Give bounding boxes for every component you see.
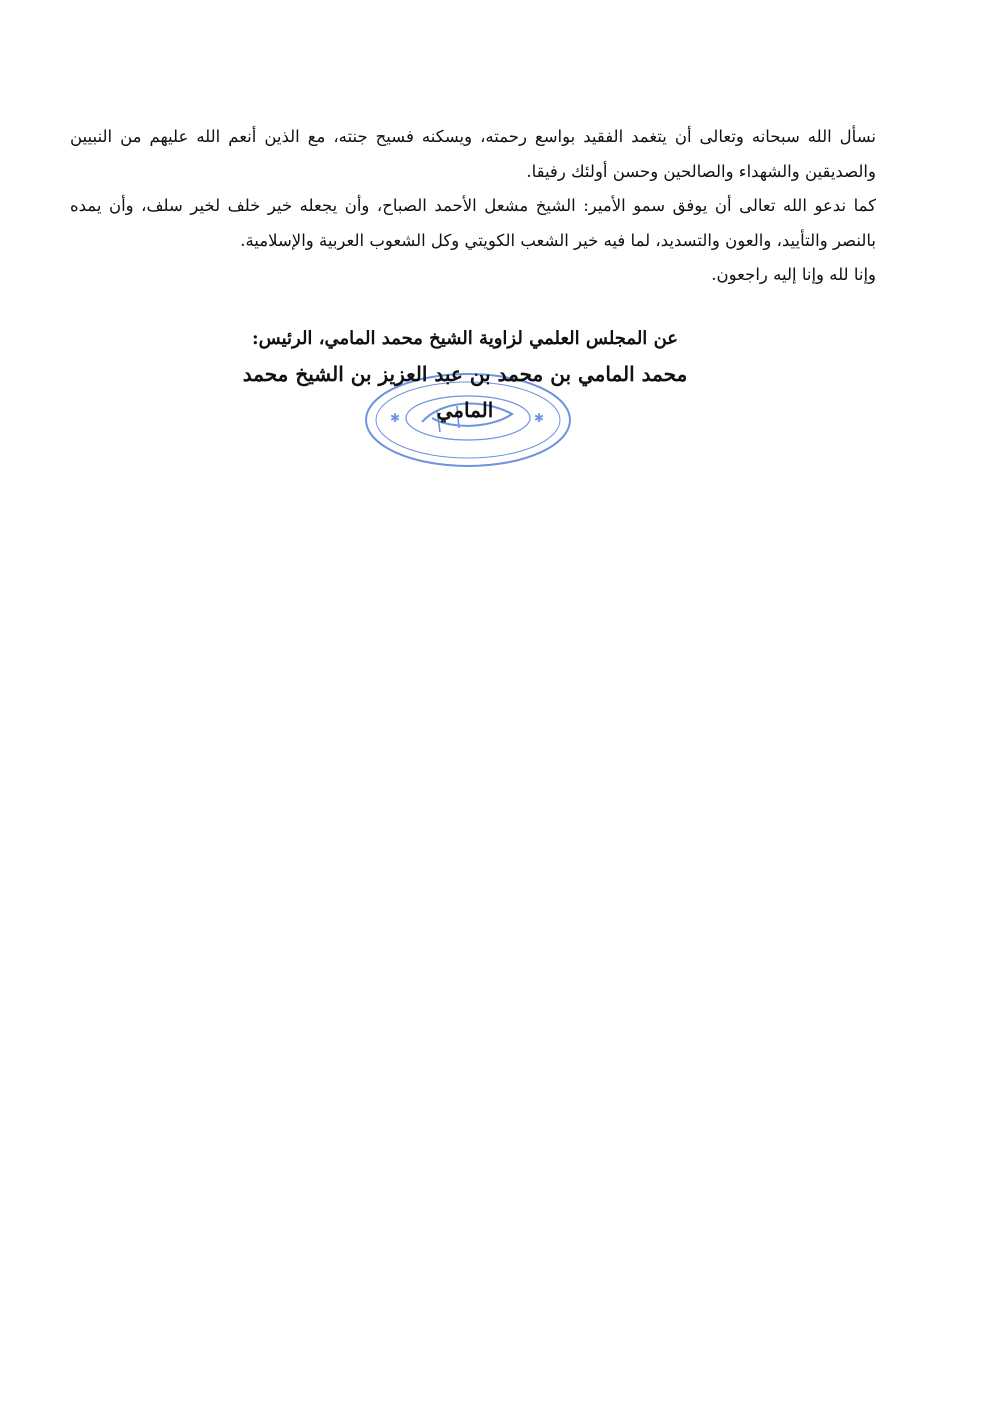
paragraph-prayer-for-emir: كما ندعو الله تعالى أن يوفق سمو الأمير: الشيخ مشعل الأحمد الصباح، وأن يجعله خير خلف لخير سلف، وأن يمده بالنصر والتأييد، والعون والتسديد، لما فيه خير الشعب الكويتي وكل الشعوب العربية والإسلامية.: [70, 196, 876, 250]
stamp-star-left-icon: ✱: [390, 411, 401, 425]
stamp-star-right-icon: ✱: [534, 411, 545, 425]
signature-name-line: محمد المامي بن محمد بن عبد العزيز بن الشيخ محمد المامي: [242, 362, 688, 422]
signature-block: [240, 322, 690, 428]
paragraph-condolence: نسأل الله سبحانه وتعالى أن يتغمد الفقيد بواسع رحمته، ويسكنه فسيح جنته، مع الذين أنعم الله عليهم من النبيين والصديقين والشهداء والصالحين وحسن أولئك رفيقا.: [70, 127, 876, 181]
letter-body: [70, 120, 876, 293]
paragraph-closing: وإنا لله وإنا إليه راجعون.: [711, 265, 876, 284]
signature-council-line: عن المجلس العلمي لزاوية الشيخ محمد المامي، الرئيس:: [251, 328, 679, 349]
